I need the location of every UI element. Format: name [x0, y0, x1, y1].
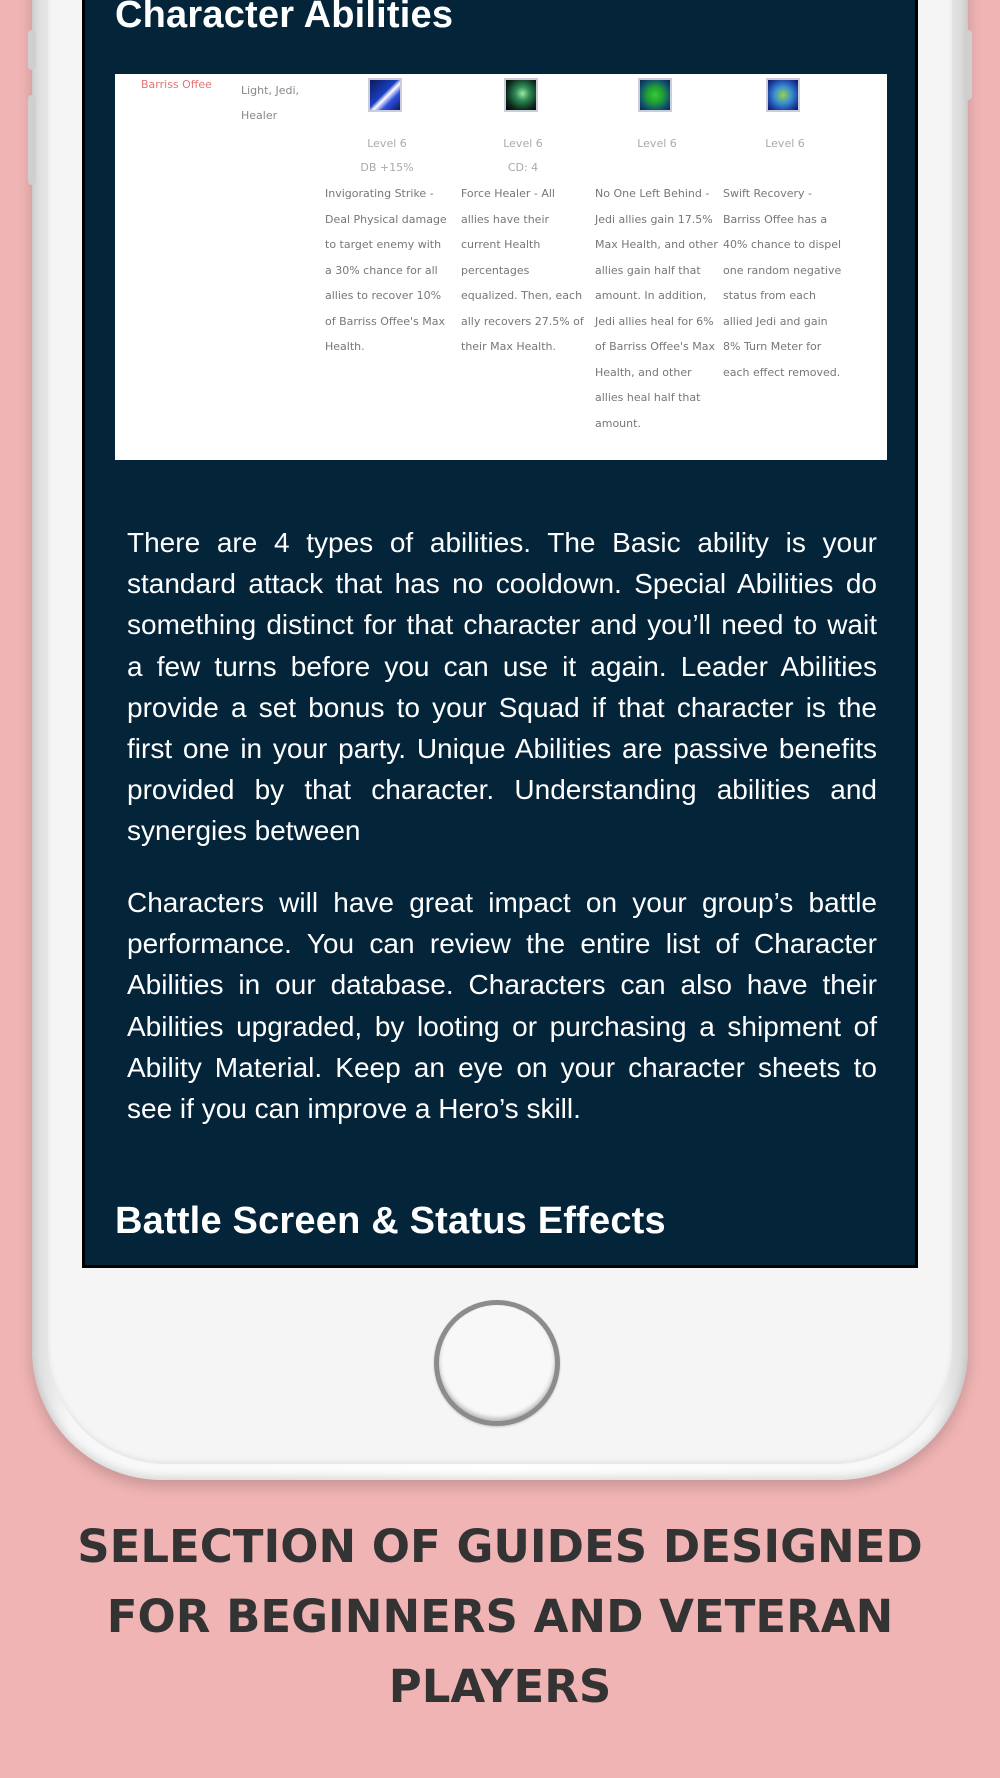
ability-description: Swift Recovery - Barriss Offee has a 40% chance to dispel one random negative status from each allied Jedi and gain 8% Turn Meter for each effect removed.: [723, 187, 842, 379]
ability-level: Level 6: [637, 137, 677, 150]
abilities-paragraph-1: There are 4 types of abilities. The Basic ability is your standard attack that has no cooldown. Special Abilities do something distinct for that character and you’ll need to wait a few turns before you can use it again. Leader Abilities provide a set bonus to your Squad if that character is the first one in your party. Unique Abilities are passive benefits provided by that character. Understanding abilities and synergies between: [127, 527, 877, 847]
section-title-battle-screen: Battle Screen & Status Effects: [115, 1200, 666, 1242]
ability-special-icon: [504, 78, 538, 112]
ability-stat: [595, 161, 719, 175]
abilities-table-image: [115, 74, 887, 460]
ability-unique-icon: [766, 78, 800, 112]
ability-stat: [723, 161, 847, 175]
ability-level: Level 6: [503, 137, 543, 150]
caption-line-3: PLAYERS: [388, 1660, 612, 1713]
character-name: Barriss Offee: [141, 78, 212, 91]
ability-basic-icon: [368, 78, 402, 112]
phone-power-button: [964, 30, 972, 100]
caption-line-2: FOR BEGINNERS AND VETERAN: [106, 1590, 894, 1643]
ability-column-leader: [595, 78, 719, 436]
ability-description: No One Left Behind - Jedi allies gain 17.5% Max Health, and other allies gain half that amount. In addition, Jedi allies heal for 6% of Barriss Offee's Max Health, and other allies heal half that amount.: [595, 187, 718, 430]
ability-stat: DB +15%: [360, 161, 414, 174]
section-title-character-abilities: Character Abilities: [115, 0, 454, 36]
ability-description: Force Healer - All allies have their current Health percentages equalized. Then, each ally recovers 27.5% of their Max Health.: [461, 187, 584, 353]
ability-level: Level 6: [367, 137, 407, 150]
phone-screen: [82, 0, 918, 1268]
ability-description: Invigorating Strike - Deal Physical damage to target enemy with a 30% chance for all allies to recover 10% of Barriss Offee's Max Health.: [325, 187, 447, 353]
ability-stat: CD: 4: [507, 161, 539, 174]
phone-volume-button: [28, 95, 36, 185]
character-tags: Light, Jedi, Healer: [241, 84, 299, 122]
ability-leader-icon: [638, 78, 672, 112]
caption-line-1: SELECTION OF GUIDES DESIGNED: [77, 1520, 923, 1573]
abilities-paragraph-2: Characters will have great impact on your group’s battle performance. You can review the entire list of Character Abilities in our database. Characters can also have their Abilities upgraded, by looting or purchasing a shipment of Ability Material. Keep an eye on your character sheets to see if you can improve a Hero’s skill.: [127, 887, 877, 1125]
home-button[interactable]: [434, 1300, 560, 1426]
ability-column-unique: [723, 78, 847, 385]
ability-column-basic: [325, 78, 449, 360]
promo-caption: [60, 1512, 940, 1722]
ability-level: Level 6: [765, 137, 805, 150]
phone-mute-switch: [28, 30, 36, 70]
ability-column-special: [461, 78, 585, 360]
